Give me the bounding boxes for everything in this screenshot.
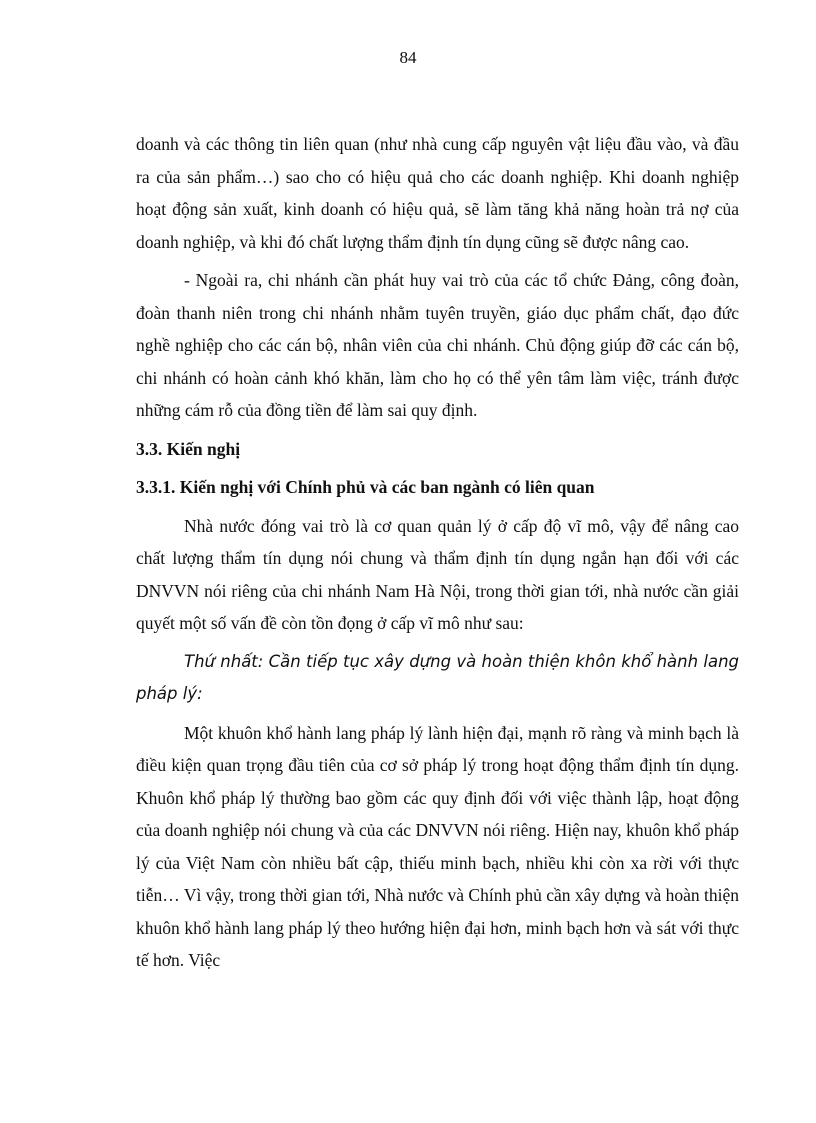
- paragraph-state-role: Nhà nước đóng vai trò là cơ quan quản lý ở cấp độ vĩ mô, vậy để nâng cao chất lượng thẩm tín dụng nói chung và thẩm định tín dụng ngắn hạn đối với các DNVVN nói riêng của chi nhánh Nam Hà Nội, trong thời gian tới, nhà nước cần giải quyết một số vấn đề còn tồn đọng ở cấp vĩ mô như sau:: [136, 515, 739, 633]
- page-number: 84: [399, 48, 417, 67]
- paragraph-first-point: Thứ nhất: Cần tiếp tục xây dựng và hoàn thiện khôn khổ hành lang pháp lý:: [136, 651, 739, 703]
- paragraph-legal-framework: Một khuôn khổ hành lang pháp lý lành hiện đại, mạnh rõ ràng và minh bạch là điều kiện quan trọng đầu tiên của cơ sở pháp lý trong hoạt động thẩm định tín dụng. Khuôn khổ pháp lý thường bao gồm các quy định đối với việc thành lập, hoạt động của doanh nghiệp nói chung và của các DNVVN nói riêng. Hiện nay, khuôn khổ pháp lý của Việt Nam còn nhiều bất cập, thiếu minh bạch, nhiều khi còn xa rời với thực tiễn… Vì vậy, trong thời gian tới, Nhà nước và Chính phủ cần xây dựng và hoàn thiện khuôn khổ hành lang pháp lý theo hướng hiện đại hơn, minh bạch hơn và sát với thực tế hơn. Việc: [136, 722, 739, 970]
- document-body: [136, 128, 739, 983]
- section-heading: 3.3. Kiến nghị: [136, 438, 241, 459]
- subsection-heading: 3.3.1. Kiến nghị với Chính phủ và các ban ngành có liên quan: [136, 477, 595, 497]
- paragraph-continuation: doanh và các thông tin liên quan (như nhà cung cấp nguyên vật liệu đầu vào, và đầu ra của sản phẩm…) sao cho có hiệu quả cho các doanh nghiệp. Khi doanh nghiệp hoạt động sản xuất, kinh doanh có hiệu quả, sẽ làm tăng khả năng hoàn trả nợ của doanh nghiệp, và khi đó chất lượng thẩm định tín dụng cũng sẽ được nâng cao.: [136, 134, 739, 252]
- paragraph-party-organizations: - Ngoài ra, chi nhánh cần phát huy vai trò của các tổ chức Đảng, công đoàn, đoàn thanh niên trong chi nhánh nhằm tuyên truyền, giáo dục phẩm chất, đạo đức nghề nghiệp cho các cán bộ, nhân viên của chi nhánh. Chủ động giúp đỡ các cán bộ, chi nhánh có hoàn cảnh khó khăn, làm cho họ có thể yên tâm làm việc, tránh được những cám rỗ của đồng tiền để làm sai quy định.: [136, 270, 739, 420]
